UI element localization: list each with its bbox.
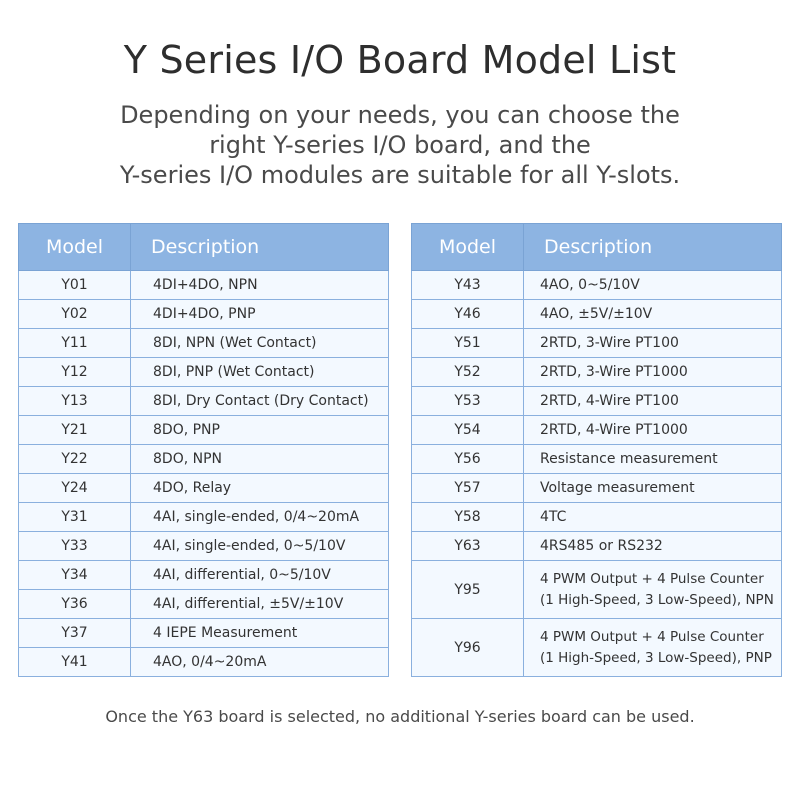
description-line-2: (1 High-Speed, 3 Low-Speed), PNP: [540, 649, 772, 666]
table-row: [19, 329, 389, 358]
description-line-1: 4 PWM Output + 4 Pulse Counter: [540, 628, 764, 645]
model-cell: Y43: [412, 271, 524, 300]
model-cell: Y24: [19, 474, 131, 503]
model-cell: Y33: [19, 532, 131, 561]
table-row: [19, 648, 389, 677]
model-cell: Y36: [19, 590, 131, 619]
subtitle-line-3: Y-series I/O modules are suitable for all Y-slots.: [119, 161, 681, 189]
description-cell: [524, 561, 782, 619]
table-row: [412, 416, 782, 445]
description-cell: 8DI, PNP (Wet Contact): [131, 358, 389, 387]
description-line-1: 4 PWM Output + 4 Pulse Counter: [540, 570, 764, 587]
table-row: [19, 271, 389, 300]
description-cell: 4TC: [524, 503, 782, 532]
model-cell: Y57: [412, 474, 524, 503]
model-cell: Y31: [19, 503, 131, 532]
table-row: [412, 358, 782, 387]
table-row: [19, 445, 389, 474]
table-row: [412, 619, 782, 677]
model-cell: Y01: [19, 271, 131, 300]
table-row: [412, 474, 782, 503]
description-cell: 4AO, ±5V/±10V: [524, 300, 782, 329]
table-header-row: [19, 224, 389, 271]
description-cell: 4AO, 0~5/10V: [524, 271, 782, 300]
table-row: [412, 445, 782, 474]
description-cell: 8DO, PNP: [131, 416, 389, 445]
model-cell: Y02: [19, 300, 131, 329]
model-cell: Y11: [19, 329, 131, 358]
description-cell: 4AI, single-ended, 0/4~20mA: [131, 503, 389, 532]
column-header-model: Model: [19, 224, 131, 271]
description-cell: [524, 619, 782, 677]
description-cell: 4RS485 or RS232: [524, 532, 782, 561]
model-cell: Y22: [19, 445, 131, 474]
column-header-description: Description: [524, 224, 782, 271]
description-cell: 2RTD, 3-Wire PT100: [524, 329, 782, 358]
model-cell: Y54: [412, 416, 524, 445]
model-cell: Y52: [412, 358, 524, 387]
model-cell: Y56: [412, 445, 524, 474]
table-row: [19, 503, 389, 532]
page-subtitle: [60, 100, 740, 190]
model-table-left: [18, 223, 389, 677]
model-cell: Y41: [19, 648, 131, 677]
description-cell: 4AI, single-ended, 0~5/10V: [131, 532, 389, 561]
description-cell: 2RTD, 3-Wire PT1000: [524, 358, 782, 387]
model-cell: Y96: [412, 619, 524, 677]
description-cell: 8DI, Dry Contact (Dry Contact): [131, 387, 389, 416]
description-cell: 4DO, Relay: [131, 474, 389, 503]
description-cell: 4AI, differential, ±5V/±10V: [131, 590, 389, 619]
model-cell: Y46: [412, 300, 524, 329]
table-row: [19, 300, 389, 329]
description-cell: 4DI+4DO, NPN: [131, 271, 389, 300]
table-row: [412, 387, 782, 416]
description-cell: Voltage measurement: [524, 474, 782, 503]
description-cell: 8DO, NPN: [131, 445, 389, 474]
table-row: [412, 300, 782, 329]
table-row: [19, 358, 389, 387]
model-cell: Y53: [412, 387, 524, 416]
model-cell: Y51: [412, 329, 524, 358]
table-row: [412, 503, 782, 532]
description-cell: 4AI, differential, 0~5/10V: [131, 561, 389, 590]
description-cell: 8DI, NPN (Wet Contact): [131, 329, 389, 358]
model-cell: Y63: [412, 532, 524, 561]
footnote: Once the Y63 board is selected, no additional Y-series board can be used.: [105, 707, 695, 726]
description-cell: Resistance measurement: [524, 445, 782, 474]
description-cell: 4DI+4DO, PNP: [131, 300, 389, 329]
model-cell: Y21: [19, 416, 131, 445]
table-row: [19, 416, 389, 445]
model-table-right: [411, 223, 782, 677]
table-header-row: [412, 224, 782, 271]
model-cell: Y95: [412, 561, 524, 619]
column-header-description: Description: [131, 224, 389, 271]
page-title: Y Series I/O Board Model List: [123, 38, 677, 82]
model-cell: Y37: [19, 619, 131, 648]
table-row: [412, 329, 782, 358]
model-cell: Y13: [19, 387, 131, 416]
subtitle-line-1: Depending on your needs, you can choose the: [120, 101, 680, 129]
table-row: [19, 387, 389, 416]
model-cell: Y58: [412, 503, 524, 532]
description-cell: 4 IEPE Measurement: [131, 619, 389, 648]
table-row: [412, 561, 782, 619]
description-cell: 2RTD, 4-Wire PT100: [524, 387, 782, 416]
table-row: [19, 561, 389, 590]
column-header-model: Model: [412, 224, 524, 271]
table-row: [19, 590, 389, 619]
table-row: [19, 474, 389, 503]
model-cell: Y12: [19, 358, 131, 387]
description-cell: 2RTD, 4-Wire PT1000: [524, 416, 782, 445]
table-row: [412, 532, 782, 561]
description-cell: 4AO, 0/4~20mA: [131, 648, 389, 677]
description-line-2: (1 High-Speed, 3 Low-Speed), NPN: [540, 591, 774, 608]
subtitle-line-2: right Y-series I/O board, and the: [209, 131, 591, 159]
table-row: [19, 619, 389, 648]
table-row: [412, 271, 782, 300]
model-cell: Y34: [19, 561, 131, 590]
table-row: [19, 532, 389, 561]
